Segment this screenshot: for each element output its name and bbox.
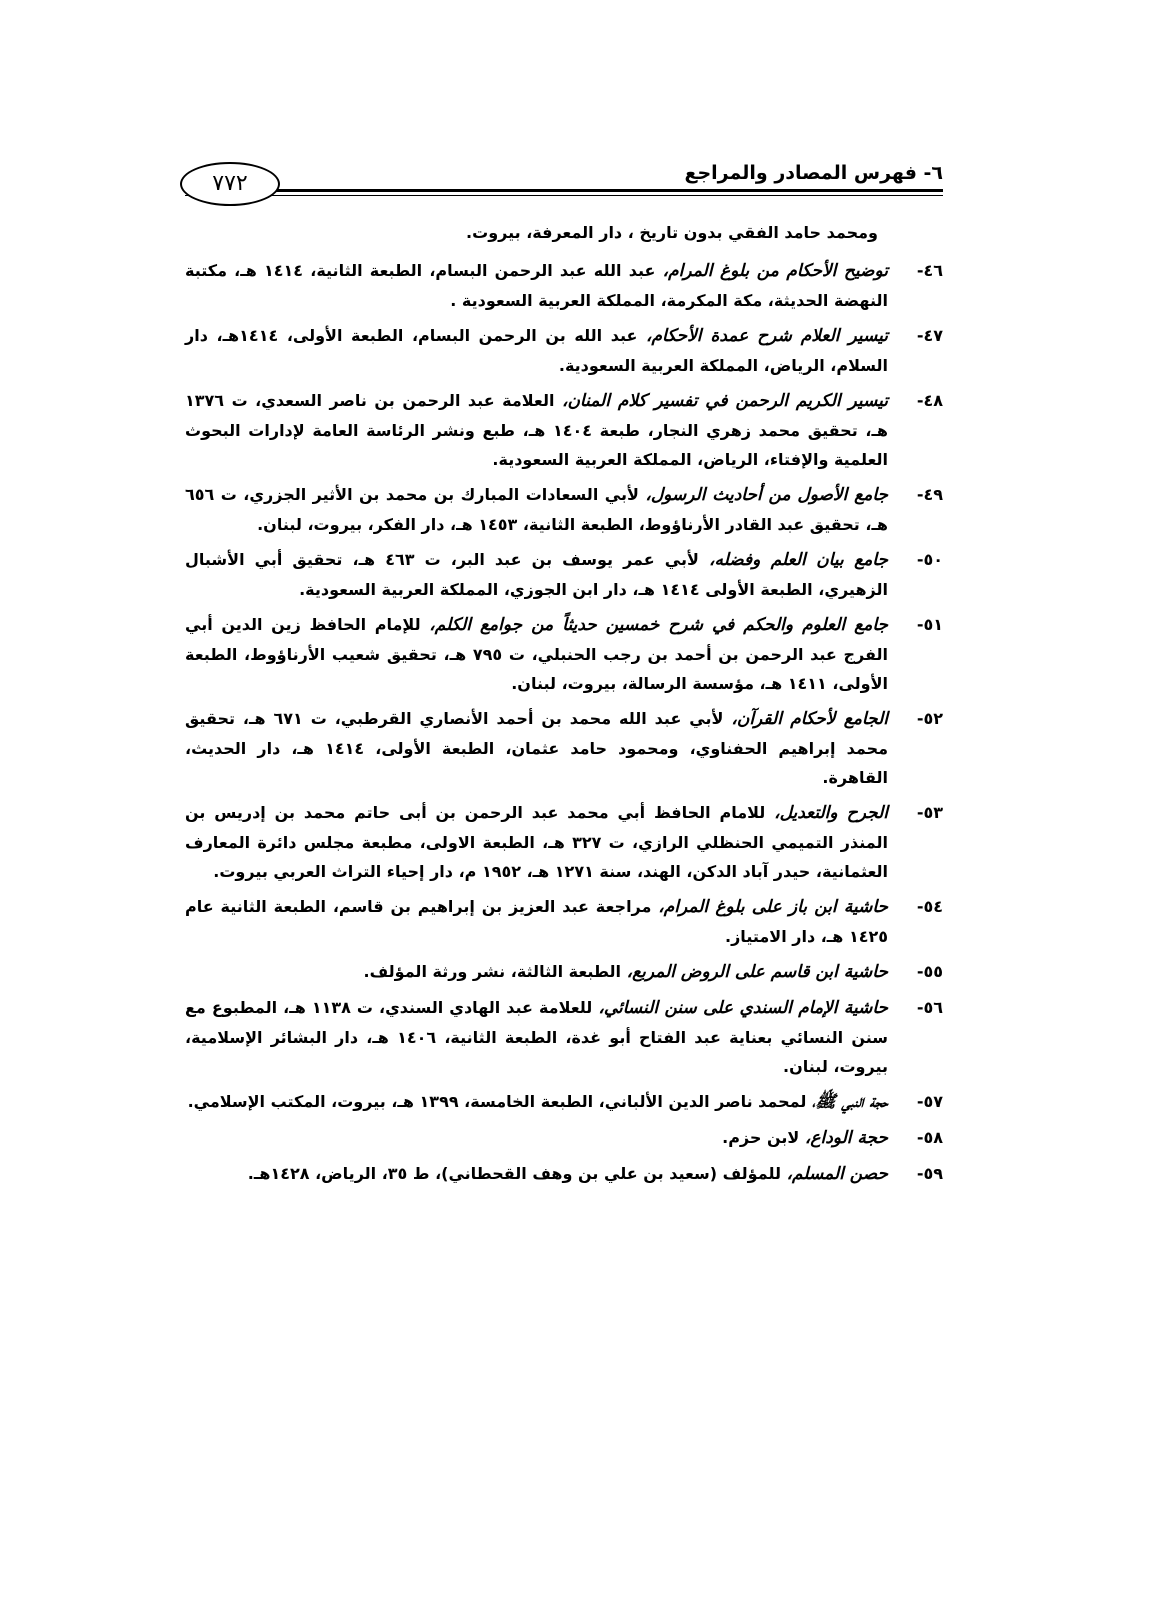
reference-list: [185, 256, 943, 1189]
entry-number: ٥٣-: [916, 803, 943, 822]
entry-number: ٥٢-: [916, 709, 943, 728]
reference-entry: [185, 480, 943, 539]
entry-number: ٤٦-: [916, 261, 943, 280]
entry-number: ٤٨-: [916, 391, 943, 410]
reference-entry: [185, 1159, 943, 1189]
entry-title: حجة الوداع،: [804, 1128, 888, 1148]
entry-details: للعلامة عبد الهادي السندي، ت ١١٣٨ هـ، المطبوع مع سنن النسائي بعناية عبد الفتاح أبو غدة، الطبعة الثانية، ١٤٠٦ هـ، دار البشائر الإسلامية، بيروت، لبنان.: [185, 998, 888, 1076]
entry-details: لأبي عمر يوسف بن عبد البر، ت ٤٦٣ هـ، تحقيق أبي الأشبال الزهيري، الطبعة الأولى ١٤١٤ هـ، دار ابن الجوزي، المملكة العربية السعودية.: [185, 550, 888, 599]
entry-details: لأبي عبد الله محمد بن أحمد الأنصاري القرطبي، ت ٦٧١ هـ، تحقيق محمد إبراهيم الحفناوي، ومحمود حامد عثمان، الطبعة الأولى، ١٤١٤ هـ، دار الحديث، القاهرة.: [185, 709, 889, 787]
entry-number: ٥١-: [916, 615, 943, 634]
entry-title: حاشية ابن باز على بلوغ المرام،: [658, 897, 889, 917]
reference-entry: [185, 545, 943, 604]
header-rule-thick: [185, 189, 943, 192]
entry-details: للإمام الحافظ زين الدين أبي الفرج عبد الرحمن بن أحمد بن رجب الحنبلي، ت ٧٩٥ هـ، تحقيق شعيب الأرناؤوط، الطبعة الأولى، ١٤١١ هـ، مؤسسة الرسالة، بيروت، لبنان.: [185, 615, 888, 693]
entry-title: تيسير الكريم الرحمن في تفسير كلام المنان،: [561, 391, 888, 411]
entry-number: ٥٧-: [916, 1092, 943, 1111]
reference-entry: [185, 386, 943, 474]
reference-entry: [185, 1087, 943, 1117]
entry-details: عبد الله بن الرحمن البسام، الطبعة الأولى، ١٤١٤هـ، دار السلام، الرياض، المملكة العربية السعودية.: [185, 326, 888, 375]
entry-number: ٥٩-: [916, 1164, 943, 1183]
entry-title: جامع بيان العلم وفضله،: [708, 550, 888, 570]
entry-title: حاشية ابن قاسم على الروض المربع،: [626, 962, 888, 982]
entry-title: الجامع لأحكام القرآن،: [731, 709, 888, 729]
entry-number: ٥٤-: [916, 897, 943, 916]
entry-details: العلامة عبد الرحمن بن ناصر السعدي، ت ١٣٧٦ هـ، تحقيق محمد زهري النجار، طبعة ١٤٠٤ هـ، طبع ونشر الرئاسة العامة لإدارات البحوث العلمية والإفتاء، الرياض، المملكة العربية السعودية.: [185, 391, 889, 469]
entry-number: ٤٧-: [916, 326, 943, 345]
entry-title: جامع العلوم والحكم في شرح خمسين حديثاً من جوامع الكلم،: [429, 615, 889, 635]
entry-details: مراجعة عبد العزيز بن إبراهيم بن قاسم، الطبعة الثانية عام ١٤٢٥ هـ، دار الامتياز.: [185, 897, 888, 946]
reference-entry: [185, 610, 943, 698]
entry-number: ٥٠-: [916, 550, 943, 569]
reference-entry: [185, 704, 943, 792]
section-title: ٦- فهرس المصادر والمراجع: [684, 162, 943, 184]
entry-title: حصن المسلم،: [786, 1164, 888, 1184]
references-body: [185, 218, 943, 1195]
entry-details: للمؤلف (سعيد بن علي بن وهف القحطاني)، ط ٣٥، الرياض، ١٤٢٨هـ.: [247, 1164, 781, 1183]
reference-entry: [185, 957, 943, 987]
entry-number: ٥٨-: [916, 1128, 943, 1147]
reference-entry: [185, 993, 943, 1081]
entry-title: حجة النبي ﷺ،: [811, 1092, 888, 1112]
entry-details: الطبعة الثالثة، نشر ورثة المؤلف.: [363, 962, 622, 981]
entry-title: حاشية الإمام السندي على سنن النسائي،: [598, 998, 889, 1018]
reference-entry: [185, 892, 943, 951]
entry-title: جامع الأصول من أحاديث الرسول،: [645, 485, 889, 505]
entry-details: لمحمد ناصر الدين الألباني، الطبعة الخامسة، ١٣٩٩ هـ، بيروت، المكتب الإسلامي.: [187, 1092, 807, 1111]
reference-entry: [185, 321, 943, 380]
entry-details: لأبي السعادات المبارك بن محمد بن الأثير الجزري، ت ٦٥٦ هـ، تحقيق عبد القادر الأرناؤوط، الطبعة الثانية، ١٤٥٣ هـ، دار الفكر، بيروت، لبنان.: [185, 485, 888, 534]
reference-entry: [185, 798, 943, 886]
entry-number: ٤٩-: [916, 485, 943, 504]
entry-title: تيسير العلام شرح عمدة الأحكام،: [646, 326, 889, 346]
entry-details: للامام الحافظ أبي محمد عبد الرحمن بن أبى حاتم محمد بن إدريس بن المنذر التميمي الحنظلي الرازي، ت ٣٢٧ هـ، الطبعة الاولى، مطبعة مجلس دائرة المعارف العثمانية، حيدر آباد الدكن، الهند، سنة ١٢٧١ هـ، ١٩٥٢ م، دار إحياء التراث العربي بيروت.: [185, 803, 888, 881]
continuation-line: ومحمد حامد الفقي بدون تاريخ ، دار المعرفة، بيروت.: [466, 223, 878, 242]
reference-entry: [185, 256, 943, 315]
entry-title: الجرح والتعديل،: [774, 803, 888, 823]
entry-number: ٥٦-: [916, 998, 943, 1017]
page-number-badge: ٧٧٢: [180, 162, 280, 206]
entry-details: لابن حزم.: [722, 1128, 800, 1147]
reference-entry: [185, 1123, 943, 1153]
header-rule-thin: [185, 195, 943, 196]
entry-number: ٥٥-: [916, 962, 943, 981]
entry-title: توضيح الأحكام من بلوغ المرام،: [662, 261, 888, 281]
page-header: [185, 160, 943, 210]
entry-details: عبد الله عبد الرحمن البسام، الطبعة الثانية، ١٤١٤ هـ، مكتبة النهضة الحديثة، مكة المكرمة، المملكة العربية السعودية .: [185, 261, 888, 310]
